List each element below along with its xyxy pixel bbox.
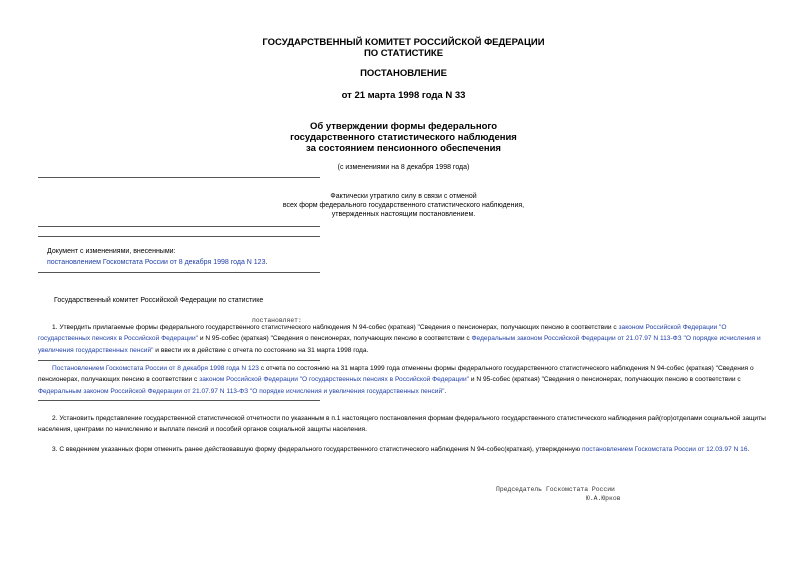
amendments-line: постановлением Госкомстата России от 8 декабря 1998 года N 123. [47, 259, 268, 266]
expired-line-3: утвержденных настоящим постановлением. [331, 211, 476, 218]
law-pensions-link[interactable]: законом Российской Федерации "О государственных пенсиях в Российской Федерации" [38, 324, 727, 343]
amendments-label: Документ с изменениями, внесенными: [47, 248, 176, 255]
expired-line-2: всех форм федерального государственного статистического наблюдения, [282, 202, 525, 209]
federal-law-link[interactable]: Федеральным законом Российской Федерации от 21.07.97 N 113-ФЗ "О порядке исчисления и увеличения государственных пенсий" [38, 335, 761, 354]
law-pensions-link[interactable]: законом Российской Федерации "О государственных пенсиях в Российской Федерации" [199, 376, 469, 384]
signature-position: Председатель Госкомстата России [496, 486, 615, 493]
org-line-2: ПО СТАТИСТИКЕ [363, 48, 444, 59]
doc-type: ПОСТАНОВЛЕНИЕ [360, 68, 447, 79]
expired-line-1: Фактически утратило силу в связи с отменой [330, 193, 477, 200]
divider [38, 226, 320, 227]
divider [38, 177, 320, 178]
changes-note: (с изменениями на 8 декабря 1998 года) [337, 164, 470, 171]
divider [38, 272, 320, 273]
title-line-2: государственного статистического наблюдения [290, 132, 517, 143]
paragraph-2: 2. Установить представление государственной статистической отчетности по указанным в п.1 настоящего постановления формам федерального государственного статистического наблюдения рай(гор)отделами социальной защиты населения, центрами по начислению и выплате пенсий и пособий органов социальной защиты населения. [38, 415, 766, 434]
resolves-label: постановляет: [252, 317, 302, 324]
divider [38, 400, 320, 401]
title-line-3: за состоянием пенсионного обеспечения [306, 143, 501, 154]
resolution-16-link[interactable]: постановлением Госкомстата России от 12.03.97 N 16 [582, 446, 748, 453]
paragraph-1: 1. Утвердить прилагаемые формы федерального государственного статистического наблюдения N 94-собес (краткая) "Сведения о пенсионерах, получающих пенсию в соответствии с законом Российской Федерации "О государственных пенсиях в Российской Федерации" и N 95-собес (краткая) "Сведения о пенсионерах, получающих пенсию в соответствии с Федеральным законом Российской Федерации от 21.07.97 N 113-ФЗ "О порядке исчисления и увеличения государственных пенсий" и ввести их в действие с отчета по состоянию на 31 марта 1998 года. [38, 324, 761, 354]
org-line-1: ГОСУДАРСТВЕННЫЙ КОМИТЕТ РОССИЙСКОЙ ФЕДЕРАЦИИ [262, 37, 545, 48]
amendment-note: Постановлением Госкомстата России от 8 декабря 1998 года N 123 с отчета по состоянию на 31 марта 1999 года отменены формы федерального государственного статистического наблюдения N 94-собес (краткая) "Сведения о пенсионерах, получающих пенсию в соответствии с законом Российской Федерации "О государственных пенсиях в Российской Федерации" и N 95-собес (краткая) "Сведения о пенсионерах, получающих пенсию в соответствии с Федеральным законом Российской Федерации от 21.07.97 N 113-ФЗ "О порядке исчисления и увеличения государственных пенсий". [38, 365, 754, 395]
signature-name: Ю.А.Юрков [586, 495, 621, 502]
intro-text: Государственный комитет Российской Федерации по статистике [54, 297, 264, 304]
federal-law-link[interactable]: Федеральным законом Российской Федерации от 21.07.97 N 113-ФЗ "О порядке исчисления и увеличения государственных пенсий" [38, 387, 445, 395]
doc-date: от 21 марта 1998 года N 33 [341, 90, 466, 101]
paragraph-3: 3. С введением указанных форм отменить ранее действовавшую форму федерального государственного статистического наблюдения N 94-собес(краткая), утвержденную постановлением Госкомстата России от 12.03.97 N 16. [52, 446, 750, 453]
org-name [0, 37, 807, 59]
divider [38, 360, 320, 361]
amendment-link[interactable]: постановлением Госкомстата России от 8 декабря 1998 года N 123 [47, 259, 266, 266]
expired-note [0, 192, 807, 219]
divider [38, 236, 320, 237]
title-line-1: Об утверждении формы федерального [309, 121, 498, 132]
doc-title [0, 121, 807, 154]
resolution-123-link[interactable]: Постановлением Госкомстата России от 8 декабря 1998 года N 123 [52, 365, 259, 372]
